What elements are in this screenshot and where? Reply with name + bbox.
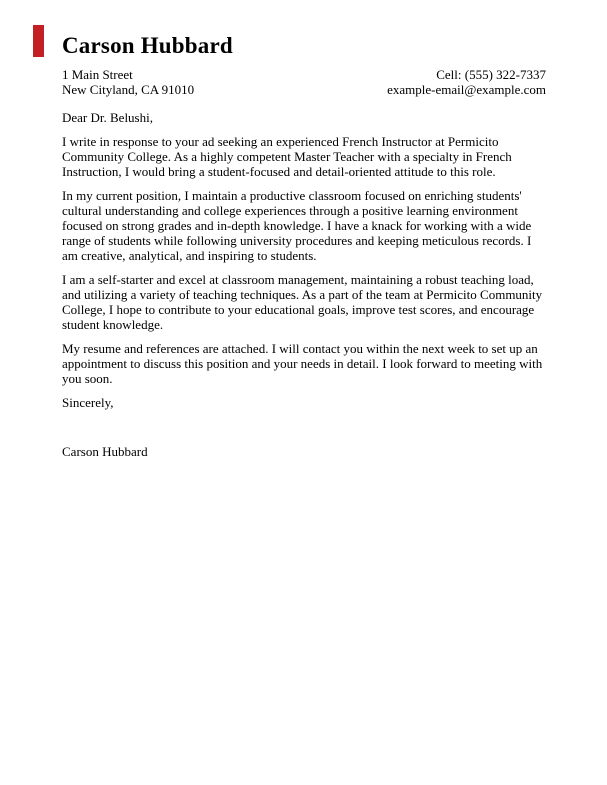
header-contact-row bbox=[62, 68, 546, 97]
closing: Sincerely, bbox=[62, 395, 114, 411]
address-line-2: New Cityland, CA 91010 bbox=[62, 81, 195, 97]
signature-name: Carson Hubbard bbox=[62, 444, 148, 460]
body-paragraph-4: My resume and references are attached. I will contact you within the next week to set up an appointment to discuss this position and your needs in detail. I look forward to meeting with you soon. bbox=[62, 341, 543, 387]
body-paragraph-1: I write in response to your ad seeking an experienced French Instructor at Permicito Community College. As a highly competent Master Teacher with a specialty in French Instruction, I would bring a student-focused and detail-oriented attitude to this role. bbox=[62, 134, 512, 180]
cell-phone: Cell: (555) 322-7337 bbox=[436, 67, 546, 83]
address-line-1: 1 Main Street bbox=[62, 67, 133, 83]
red-accent-bar bbox=[33, 25, 44, 57]
letter-content bbox=[62, 33, 546, 459]
sender-contact bbox=[387, 68, 546, 97]
body-paragraph-3: I am a self-starter and excel at classroom management, maintaining a robust teaching load, and utilizing a variety of teaching techniques. As a part of the team at Permicito Community College, I hope to contribute to your educational goals, improve test scores, and encourage student knowledge. bbox=[62, 272, 543, 333]
sender-address bbox=[62, 68, 194, 97]
email-address: example-email@example.com bbox=[387, 81, 546, 97]
sender-name: Carson Hubbard bbox=[62, 33, 233, 58]
body-paragraph-2: In my current position, I maintain a productive classroom focused on enriching students' cultural understanding and college experiences through a positive learning environment focused on strong grades and in-depth knowledge. I have a knack for working with a wide range of students while following university procedures and keeping meticulous records. I am creative, analytical, and inspiring to students. bbox=[62, 188, 532, 264]
salutation: Dear Dr. Belushi, bbox=[62, 110, 153, 126]
